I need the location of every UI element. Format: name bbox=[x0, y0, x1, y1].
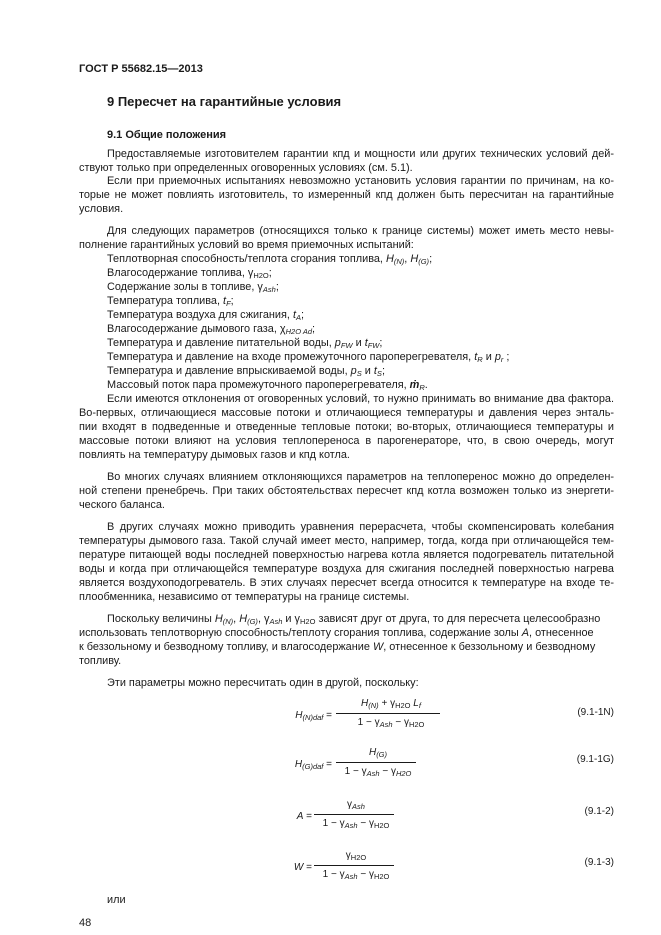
parameter-list-item: Массовый поток пара промежуточного пароперегревателя, ṁ$_R$. bbox=[107, 379, 428, 392]
paragraph-line: полнение гарантийных условий во время приемочных испытаний: bbox=[79, 239, 414, 251]
equation-denominator: $1 - \gamma_{Ash} - \gamma_{H2O}$ bbox=[344, 766, 412, 778]
section-title: 9 Пересчет на гарантийные условия bbox=[107, 94, 342, 109]
parameter-list-item: Температура топлива, $t_F$; bbox=[107, 295, 234, 308]
paragraph-line: пии входят в подведенные и отведенные тепловые потоки; во-вторых, отличающиеся температуры и bbox=[79, 421, 614, 433]
equation-lhs: $H_{(N)daf}$ = bbox=[295, 710, 332, 722]
parameter-list-item: Температура воздуха для сжигания, $t_A$; bbox=[107, 309, 305, 322]
fraction-bar bbox=[336, 713, 440, 714]
paragraph-line: ствуют только при определенных оговоренных условиях (см. 5.1). bbox=[79, 162, 413, 174]
equation-number: (9.1-2) bbox=[584, 806, 614, 817]
paragraph-line: пературе питающей воды последней поверхностью нагрева котла является подогреватель питательной bbox=[79, 549, 614, 561]
equation-denominator: $1 - \gamma_{Ash} - \gamma_{H2O}$ bbox=[357, 717, 425, 729]
paragraph-line: Для следующих параметров (относящихся только к границе системы) может иметь место невы- bbox=[107, 225, 614, 237]
paragraph-line: повлиять на температуру дымовых газов и кпд котла. bbox=[79, 449, 350, 461]
page-number: 48 bbox=[79, 917, 92, 929]
equation-denominator: $1 - \gamma_{Ash} - \gamma_{H2O}$ bbox=[322, 869, 390, 881]
equation-numerator: $\gamma_{H2O}$ bbox=[345, 850, 367, 862]
parameter-list-item: Температура и давление на входе промежуточного пароперегревателя, $t_R$ и $p_r$ ; bbox=[107, 351, 510, 364]
equation-numerator: $H_{(N)} + \gamma_{H2O}$ $L_f$ bbox=[361, 698, 421, 710]
equation-number: (9.1-1G) bbox=[576, 754, 614, 765]
paragraph-line: Если имеются отклонения от оговоренных условий, то нужно принимать во внимание два фактора. bbox=[107, 393, 614, 405]
paragraph-line: является воздухоподогреватель. В этих случаях пересчет всегда относится к температуре на входе те- bbox=[79, 577, 614, 589]
parameter-list-item: Содержание золы в топливе, $\gamma_{Ash}$; bbox=[107, 281, 279, 294]
parameter-list-item: Теплотворная способность/теплота сгорания топлива, $H_{(N)}$, $H_{(G)}$; bbox=[107, 253, 433, 266]
parameter-list-item: Влагосодержание дымового газа, $\chi_{H2O Ad}$; bbox=[107, 323, 316, 336]
equation-number: (9.1-1N) bbox=[577, 707, 614, 718]
fraction-bar bbox=[314, 814, 394, 815]
paragraph-line: Эти параметры можно пересчитать один в другой, поскольку: bbox=[107, 677, 419, 689]
paragraph-line: Во многих случаях влиянием отклоняющихся параметров на теплоперенос можно до определен- bbox=[107, 471, 614, 483]
paragraph-line: Если при приемочных испытаниях невозможно установить условия гарантии по причинам, на ко- bbox=[107, 175, 614, 187]
paragraph-line: к беззольному и безводному топливу, и влагосодержание W, отнесенное к беззольному и безводному bbox=[79, 641, 596, 653]
paragraph-line: Во-первых, отличающиеся массовые потоки и отличающиеся температуры и давления через энталь- bbox=[79, 407, 614, 419]
equation-numerator: $H_{(G)}$ bbox=[368, 747, 388, 759]
parameter-list-item: Температура и давление питательной воды, $p_{FW}$ и $t_{FW}$; bbox=[107, 337, 383, 350]
paragraph-line: топливу. bbox=[79, 655, 122, 667]
paragraph-line: условия. bbox=[79, 203, 124, 215]
paragraph-line: Предоставляемые изготовителем гарантии кпд и мощности или других технических условий дей- bbox=[107, 148, 614, 160]
equation-denominator: $1 - \gamma_{Ash} - \gamma_{H2O}$ bbox=[322, 818, 390, 830]
equation-lhs: W = bbox=[293, 862, 312, 873]
paragraph-line: воды и когда при отличающейся температуре воздуха для сжигания последней поверхностью нагрева bbox=[79, 563, 614, 575]
paragraph-line: или bbox=[107, 894, 126, 906]
fraction-bar bbox=[314, 865, 394, 866]
standard-code: ГОСТ Р 55682.15—2013 bbox=[79, 63, 203, 75]
paragraph-line: температуры дымового газа. Такой случай имеет место, например, тогда, когда при отличающейся тем- bbox=[79, 535, 614, 547]
fraction-bar bbox=[336, 762, 416, 763]
parameter-list-item: Влагосодержание топлива, $\gamma_{H2O}$; bbox=[107, 267, 272, 280]
paragraph-line: ной степени пренебречь. При таких обстоятельствах пересчет кпд котла возможен только из энергети- bbox=[79, 485, 614, 497]
equation-lhs: A = bbox=[296, 811, 312, 822]
paragraph-line: ческого баланса. bbox=[79, 499, 165, 511]
paragraph-line: массовые потоки влияют на условия теплопереноса в парогенераторе, что, в свою очередь, могут bbox=[79, 435, 614, 447]
parameter-list-item: Температура и давление впрыскиваемой воды, $p_S$ и $t_S$; bbox=[107, 365, 385, 378]
paragraph-line: Поскольку величины $H_{(N)}$, $H_{(G)}$, $\gamma_{Ash}$ и $\gamma_{H2O}$ зависят друг от друга, то для пересчета целесообразно bbox=[107, 613, 601, 626]
equation-number: (9.1-3) bbox=[584, 857, 614, 868]
paragraph-line: торые не может повлиять изготовитель, то измеренный кпд должен быть пересчитан на гарантийные bbox=[79, 189, 614, 201]
paragraph-line: использовать теплотворную способность/теплоту сгорания топлива, содержание золы A, отнесенное bbox=[79, 627, 594, 639]
paragraph-line: В других случаях можно приводить уравнения перерасчета, чтобы скомпенсировать колебания bbox=[107, 521, 614, 533]
equation-lhs: $H_{(G)daf}$ = bbox=[294, 759, 332, 771]
subsection-title: 9.1 Общие положения bbox=[107, 129, 227, 141]
paragraph-line: плообменника, независимо от температуры на границе системы. bbox=[79, 591, 410, 603]
equation-numerator: $\gamma_{Ash}$ bbox=[347, 799, 365, 811]
